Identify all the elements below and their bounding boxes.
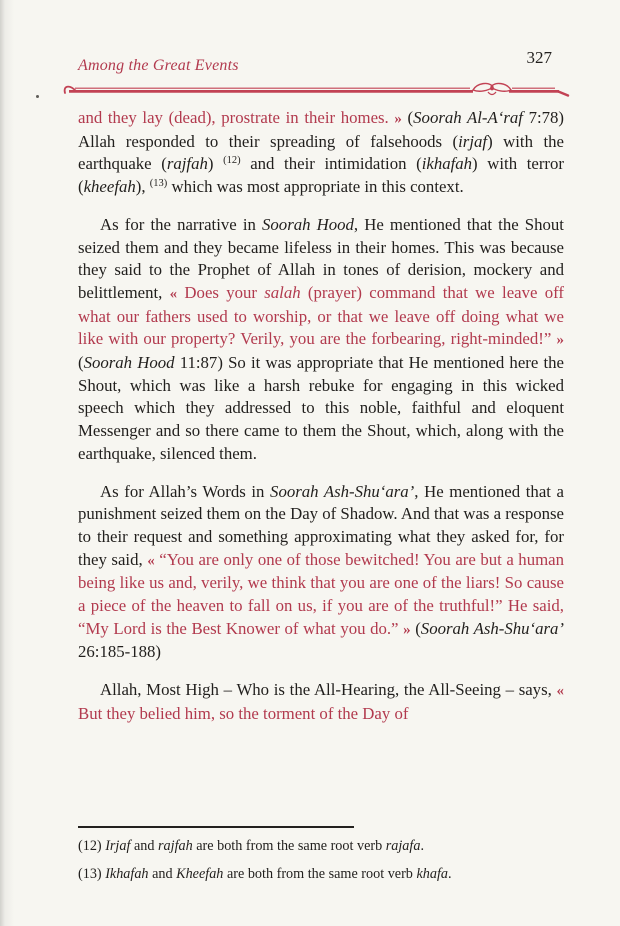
quran-quote-close-mark: » (556, 332, 564, 349)
footnotes (78, 832, 564, 888)
running-head: Among the Great Events (78, 57, 239, 74)
text-segment: and (148, 866, 177, 882)
page-number: 327 (526, 48, 552, 67)
body-text (78, 107, 564, 741)
text-segment: irjaf (458, 131, 488, 151)
text-segment: 26:185-188) (78, 642, 161, 662)
text-segment: (13) (78, 866, 106, 882)
text-segment: ( (410, 618, 421, 638)
text-segment: Kheefah (176, 866, 224, 882)
text-segment: , He mentioned that a punishment seized them on the Day of Shadow. And that was a response to their request and something approximating what they asked for, for they said, (78, 481, 564, 569)
quran-quote-open-mark: « (169, 285, 178, 302)
bow-ornament (473, 83, 511, 94)
text-segment: rajfah (158, 838, 193, 854)
text-segment: Allah, Most High – Who is the All-Hearing, the All-Seeing – says, (100, 680, 557, 700)
text-segment: As for Allah’s Words in (100, 481, 271, 501)
text-segment: (prayer) command that we leave off what our fathers used to worship, or that we leave off doing what we like with our property? Verily, you are the forbearing, right-minded!” (78, 282, 564, 349)
footnote-separator (78, 826, 354, 828)
text-segment: rajfah (166, 154, 208, 174)
text-segment: and they lay (dead), prostrate in their homes. (78, 108, 395, 127)
text-segment: Soorah Hood (262, 214, 354, 234)
text-segment: ( (78, 353, 84, 373)
text-segment: , He mentioned that the Shout seized them and they became lifeless in their homes. This was because they said to the Prophet of Allah in tones of derision, mockery and belittlement, (78, 214, 564, 302)
quran-quote-open-mark: « (556, 683, 564, 700)
text-segment: are both from the same root verb (192, 838, 386, 854)
footnote-reference: (13) (149, 178, 168, 190)
text-segment: Ikhafah (105, 866, 149, 882)
scan-speck (36, 95, 39, 98)
text-segment: and (130, 838, 159, 854)
text-segment: But they belied him, so the torment of the Day of (78, 703, 409, 723)
text-segment: Does your (177, 282, 265, 302)
paragraph (78, 214, 564, 466)
paragraph (78, 481, 564, 665)
quran-quote-close-mark: » (394, 111, 402, 127)
text-segment: 11:87) So it was appropriate that He mentioned here the Shout, which was like a harsh rebuke for engaging in this wicked speech which they addressed to this noble, faithful and eloquent Messenger and so there came to them the Shout, which, along with the earthquake, silenced them. (78, 353, 564, 463)
text-segment: . (420, 838, 424, 854)
text-segment: (12) (78, 838, 106, 854)
footnote-reference: (12) (223, 155, 241, 167)
text-segment: ikhafah (421, 154, 473, 174)
quran-quote-close-mark: » (403, 621, 411, 638)
text-segment: 7:78) Allah responded to their spreading of falsehoods ( (78, 108, 564, 151)
text-segment: khafa (416, 866, 448, 882)
text-segment: ( (401, 108, 414, 127)
text-segment: “You are only one of those bewitched! You are but a human being like us and, verily, we think that you are one of the liars! So cause a piece of the heaven to fall on us, if you are of the truthful!” He said, “My Lord is the Best Knower of what you do.” (78, 549, 564, 638)
paragraph (78, 107, 564, 199)
text-segment: and their intimidation ( (240, 154, 422, 174)
text-segment: ), (135, 177, 150, 197)
text-segment: ) with terror ( (78, 154, 564, 197)
ornamental-rule (60, 81, 572, 99)
text-segment: . (447, 866, 452, 882)
text-segment: ) with the earthquake ( (78, 131, 564, 174)
text-segment: Soorah Ash-Shu‘ara’ (270, 481, 415, 501)
paragraph (78, 679, 564, 725)
text-segment: which was most appropriate in this context. (167, 177, 464, 197)
text-segment: Soorah Hood (83, 353, 175, 373)
quran-quote-open-mark: « (147, 552, 155, 569)
text-segment: As for the narrative in (100, 214, 263, 234)
footnote (78, 860, 564, 888)
text-segment: Irjaf (105, 838, 131, 854)
footnote (78, 832, 564, 860)
text-segment: Soorah Ash-Shu‘ara’ (420, 618, 564, 638)
text-segment: ) (207, 154, 224, 174)
text-segment: are both from the same root verb (223, 866, 417, 882)
text-segment: kheefah (83, 177, 136, 197)
text-segment: salah (264, 282, 301, 302)
text-segment: Soorah Al-A‘raf (413, 108, 523, 127)
text-segment: rajafa (385, 838, 421, 854)
